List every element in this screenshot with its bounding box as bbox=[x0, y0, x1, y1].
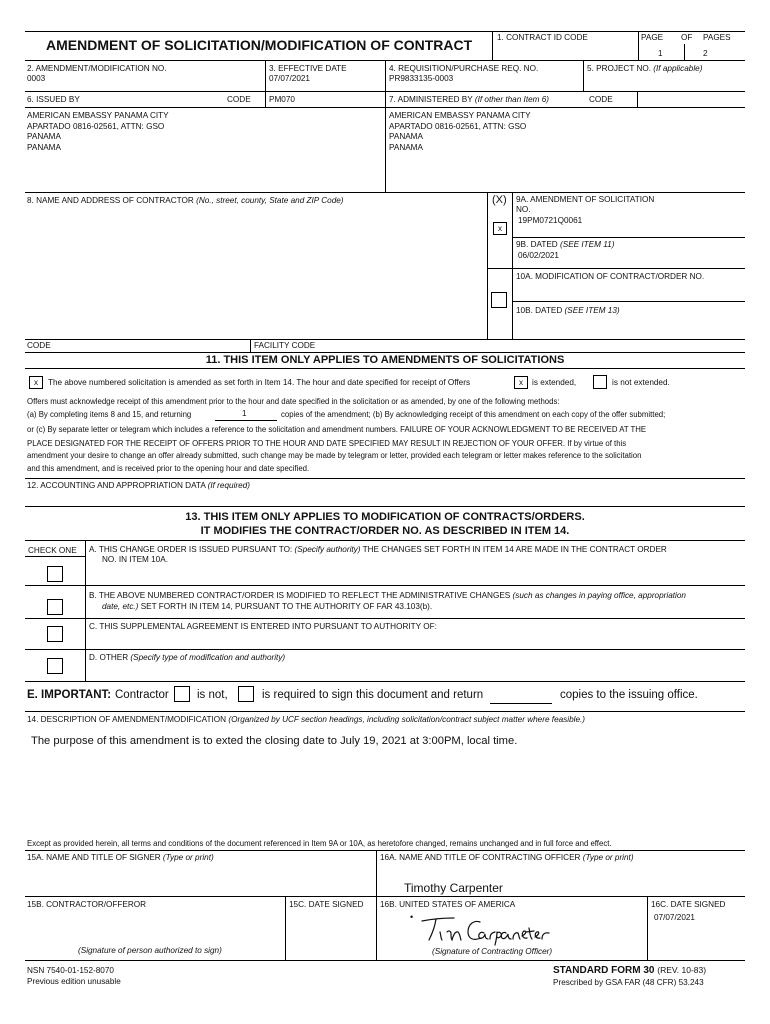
amendment-9a-checkbox[interactable]: x bbox=[493, 222, 507, 235]
section-13-title-1: 13. THIS ITEM ONLY APPLIES TO MODIFICATION OF CONTRACTS/ORDERS. bbox=[185, 511, 585, 523]
section-13-title-2: IT MODIFIES THE CONTRACT/ORDER NO. AS DESCRIBED IN ITEM 14. bbox=[200, 525, 570, 537]
prescribed-by: Prescribed by GSA FAR (48 CFR) 53.243 bbox=[553, 978, 704, 987]
option-d-text: D. OTHER (Specify type of modification and authority) bbox=[89, 653, 286, 662]
option-a-text-2: NO. IN ITEM 10A. bbox=[102, 555, 168, 564]
requisition-label: 4. REQUISITION/PURCHASE REQ. NO. bbox=[389, 64, 539, 73]
requisition-value: PR9833135-0003 bbox=[389, 74, 454, 83]
extended-label: is extended, bbox=[532, 378, 577, 387]
section-11-para-5: amendment your desire to change an offer already submitted, such change may be made by telegram or letter, provided each telegram or letter makes reference to the solicitation bbox=[27, 451, 642, 460]
important-label: E. IMPORTANT: bbox=[27, 689, 112, 701]
issued-code-value: PM070 bbox=[269, 95, 295, 104]
issued-code-label: CODE bbox=[227, 95, 251, 104]
amendment-no-value: 0003 bbox=[27, 74, 46, 83]
section-11-para-2a: (a) By completing items 8 and 15, and returning bbox=[27, 410, 192, 419]
signer-name-label: 15A. NAME AND TITLE OF SIGNER (Type or print) bbox=[27, 853, 214, 862]
amendment-9a-no-label: NO. bbox=[516, 205, 531, 214]
page-number: 1 bbox=[658, 49, 663, 58]
amendment-9a-value: 19PM0721Q0061 bbox=[518, 216, 583, 225]
copies-returned-value: 1 bbox=[242, 409, 247, 418]
effective-date-value: 07/07/2021 bbox=[269, 74, 310, 83]
extended-checkbox[interactable]: x bbox=[514, 376, 528, 389]
important-contractor: Contractor bbox=[115, 689, 169, 701]
option-c-checkbox[interactable] bbox=[47, 626, 63, 642]
page-label: PAGE bbox=[641, 33, 664, 42]
administered-code-label: CODE bbox=[589, 95, 613, 104]
except-clause: Except as provided herein, all terms and conditions of the document referenced in Item 9A or 10A, as heretofore changed, remains unchanged and in full force and effect. bbox=[27, 839, 612, 848]
option-b-text: B. THE ABOVE NUMBERED CONTRACT/ORDER IS MODIFIED TO REFLECT THE ADMINISTRATIVE CHANGES (such as changes in paying office, appropriation bbox=[89, 591, 686, 600]
option-c-text: C. THIS SUPPLEMENTAL AGREEMENT IS ENTERED INTO PURSUANT TO AUTHORITY OF: bbox=[89, 622, 437, 631]
option-a-checkbox[interactable] bbox=[47, 566, 63, 582]
not-extended-label: is not extended. bbox=[612, 378, 670, 387]
section-11-para-3: or (c) By separate letter or telegram which includes a reference to the solicitation and amendment numbers. FAILURE OF YOUR ACKNOWLEDGMENT TO BE RECEIVED AT THE bbox=[27, 425, 647, 434]
option-d-checkbox[interactable] bbox=[47, 658, 63, 674]
administered-by-address: AMERICAN EMBASSY PANAMA CITY APARTADO 0816-02561, ATTN: GSO PANAMA PANAMA bbox=[389, 111, 531, 152]
description-label: 14. DESCRIPTION OF AMENDMENT/MODIFICATION (Organized by UCF section headings, including solicitation/contract subject matter where feasible.) bbox=[27, 715, 586, 724]
officer-date-value: 07/07/2021 bbox=[654, 913, 695, 922]
project-no-label: 5. PROJECT NO. (If applicable) bbox=[587, 64, 703, 73]
of-label: OF bbox=[681, 33, 693, 42]
not-extended-checkbox[interactable] bbox=[593, 375, 607, 389]
contractor-required-checkbox[interactable] bbox=[238, 686, 254, 702]
section-11-para-2b: copies of the amendment; (b) By acknowledging receipt of this amendment on each copy of the offer submitted; bbox=[281, 410, 666, 419]
important-copies: copies to the issuing office. bbox=[560, 689, 698, 701]
officer-name-value: Timothy Carpenter bbox=[404, 881, 503, 895]
modification-10a-label: 10A. MODIFICATION OF CONTRACT/ORDER NO. bbox=[516, 272, 705, 281]
x-column-label: (X) bbox=[492, 194, 507, 206]
contractor-signature-caption: (Signature of person authorized to sign) bbox=[78, 946, 222, 955]
pages-number: 2 bbox=[703, 49, 708, 58]
standard-form-label: STANDARD FORM 30 (REV. 10-83) bbox=[553, 965, 707, 976]
check-one-label: CHECK ONE bbox=[28, 546, 77, 555]
signature-dot: • bbox=[410, 912, 414, 922]
important-is-not: is not, bbox=[197, 689, 228, 701]
option-a-text: A. THIS CHANGE ORDER IS ISSUED PURSUANT TO: (Specify authority) THE CHANGES SET FORTH IN ITEM 14 ARE MADE IN THE CONTRACT ORDER bbox=[89, 545, 667, 554]
officer-name-label: 16A. NAME AND TITLE OF CONTRACTING OFFICER (Type or print) bbox=[380, 853, 634, 862]
administered-by-label: 7. ADMINISTERED BY (If other than Item 6) bbox=[389, 95, 550, 104]
amendment-9a-label: 9A. AMENDMENT OF SOLICITATION bbox=[516, 195, 655, 204]
accounting-label: 12. ACCOUNTING AND APPROPRIATION DATA (If required) bbox=[27, 481, 250, 490]
contractor-label: 8. NAME AND ADDRESS OF CONTRACTOR (No., street, county, State and ZIP Code) bbox=[27, 196, 344, 205]
modification-10a-checkbox[interactable] bbox=[491, 292, 507, 308]
usa-label: 16B. UNITED STATES OF AMERICA bbox=[380, 900, 516, 909]
contractor-date-label: 15C. DATE SIGNED bbox=[289, 900, 364, 909]
previous-edition-note: Previous edition unusable bbox=[27, 977, 121, 986]
form-title: AMENDMENT OF SOLICITATION/MODIFICATION OF CONTRACT bbox=[46, 37, 473, 53]
contract-id-label: 1. CONTRACT ID CODE bbox=[497, 33, 588, 42]
issued-by-label: 6. ISSUED BY bbox=[27, 95, 80, 104]
dated-9b-label: 9B. DATED (SEE ITEM 11) bbox=[516, 240, 615, 249]
section-11-line1: The above numbered solicitation is amended as set forth in Item 14. The hour and date specified for receipt of Offers bbox=[48, 378, 471, 387]
section-11-para-1: Offers must acknowledge receipt of this amendment prior to the hour and date specified in the solicitation or as amended, by one of the following methods: bbox=[27, 397, 560, 406]
dated-9b-value: 06/02/2021 bbox=[518, 251, 559, 260]
nsn-number: NSN 7540-01-152-8070 bbox=[27, 966, 114, 975]
officer-signature-caption: (Signature of Contracting Officer) bbox=[432, 947, 553, 956]
solicitation-amended-checkbox[interactable]: x bbox=[29, 376, 43, 389]
facility-code-label: FACILITY CODE bbox=[254, 341, 316, 350]
pages-label: PAGES bbox=[703, 33, 731, 42]
section-11-para-6: and this amendment, and is received prior to the opening hour and date specified. bbox=[27, 464, 310, 473]
contractor-offeror-label: 15B. CONTRACTOR/OFFEROR bbox=[27, 900, 147, 909]
section-11-title: 11. THIS ITEM ONLY APPLIES TO AMENDMENTS OF SOLICITATIONS bbox=[205, 354, 565, 366]
description-text: The purpose of this amendment is to exted the closing date to July 19, 2021 at 3:00PM, local time. bbox=[31, 735, 518, 747]
issued-by-address: AMERICAN EMBASSY PANAMA CITY APARTADO 0816-02561, ATTN: GSO PANAMA PANAMA bbox=[27, 111, 169, 152]
contractor-not-required-checkbox[interactable] bbox=[174, 686, 190, 702]
contractor-code-label: CODE bbox=[27, 341, 51, 350]
important-is-required: is required to sign this document and return bbox=[262, 689, 484, 701]
officer-date-label: 16C. DATE SIGNED bbox=[651, 900, 726, 909]
option-b-checkbox[interactable] bbox=[47, 599, 63, 615]
officer-signature bbox=[418, 912, 558, 946]
option-b-text-2: date, etc.) SET FORTH IN ITEM 14, PURSUANT TO THE AUTHORITY OF FAR 43.103(b). bbox=[102, 602, 433, 611]
dated-10b-label: 10B. DATED (SEE ITEM 13) bbox=[516, 306, 620, 315]
effective-date-label: 3. EFFECTIVE DATE bbox=[269, 64, 347, 73]
section-11-para-4: PLACE DESIGNATED FOR THE RECEIPT OF OFFERS PRIOR TO THE HOUR AND DATE SPECIFIED MAY RESULT IN REJECTION OF YOUR OFFER. If by virtue of this bbox=[27, 439, 627, 448]
amendment-no-label: 2. AMENDMENT/MODIFICATION NO. bbox=[27, 64, 167, 73]
